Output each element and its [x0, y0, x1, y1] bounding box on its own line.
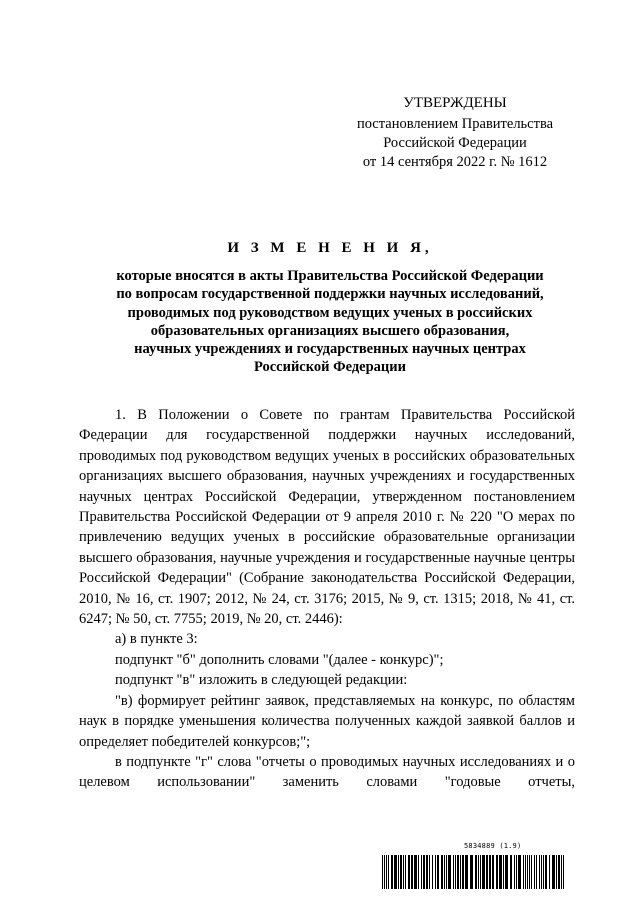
subtitle-line: по вопросам государственной поддержки научных исследований, — [116, 286, 544, 303]
barcode-icon — [382, 855, 564, 889]
paragraph-3: подпункт "б" дополнить словами "(далее - конкурс)"; — [115, 651, 444, 668]
subtitle-line: Российской Федерации — [253, 359, 406, 376]
approval-line-2: Российской Федерации — [383, 135, 527, 151]
subtitle-line: образовательных организациях высшего образования, — [150, 322, 510, 339]
subtitle-line: проводимых под руководством ведущих ученых в российских — [127, 304, 533, 321]
approval-line-1: постановлением Правительства — [356, 116, 554, 132]
paragraph-5: "в) формирует рейтинг заявок, представляемых на конкурс, по областям наук в порядке уменьшения количества полученных каждой заявкой баллов и определяет победителей конкурсов;"; — [79, 692, 575, 750]
approval-line-3: от 14 сентября 2022 г. № 1612 — [362, 154, 548, 170]
paragraph-2: а) в пункте 3: — [115, 631, 198, 648]
document-body — [79, 405, 575, 793]
paragraph-1: 1. В Положении о Совете по грантам Правительства Российской Федерации для государственной поддержки научных исследований, проводимых под руководством ведущих ученых в российских образовательных организациях высшего образования, научных учреждениях и государственных научных центрах Российской Федерации, утвержденном постановлением Правительства Российской Федерации от 9 апреля 2010 г. № 220 "О мерах по привлечению ведущих ученых в российские образовательные организации высшего образования, научные учреждения и государственные научные центры Российской Федерации" (Собрание законодательства Российской Федерации, 2010, № 16, ст. 1907; 2012, № 24, ст. 3176; 2015, № 9, ст. 1315; 2018, № 41, ст. 6247; № 50, ст. 7755; 2019, № 20, ст. 2446): — [79, 407, 575, 628]
barcode-number: 5834889 (1.9) — [464, 842, 522, 850]
document-title: И З М Е Н Е Н И Я, — [227, 240, 433, 256]
paragraph-4: подпункт "в" изложить в следующей редакции: — [115, 672, 408, 689]
document-title-block — [80, 239, 580, 376]
approval-heading: УТВЕРЖДЕНЫ — [403, 95, 507, 111]
approval-stamp — [340, 94, 570, 172]
subtitle-line: научных учреждениях и государственных научных центрах — [134, 341, 526, 358]
subtitle-line: которые вносятся в акты Правительства Российской Федерации — [116, 268, 544, 285]
paragraph-6: в подпункте "г" слова "отчеты о проводимых научных исследованиях и о целевом использовании" заменить словами "годовые отчеты, — [79, 753, 575, 791]
